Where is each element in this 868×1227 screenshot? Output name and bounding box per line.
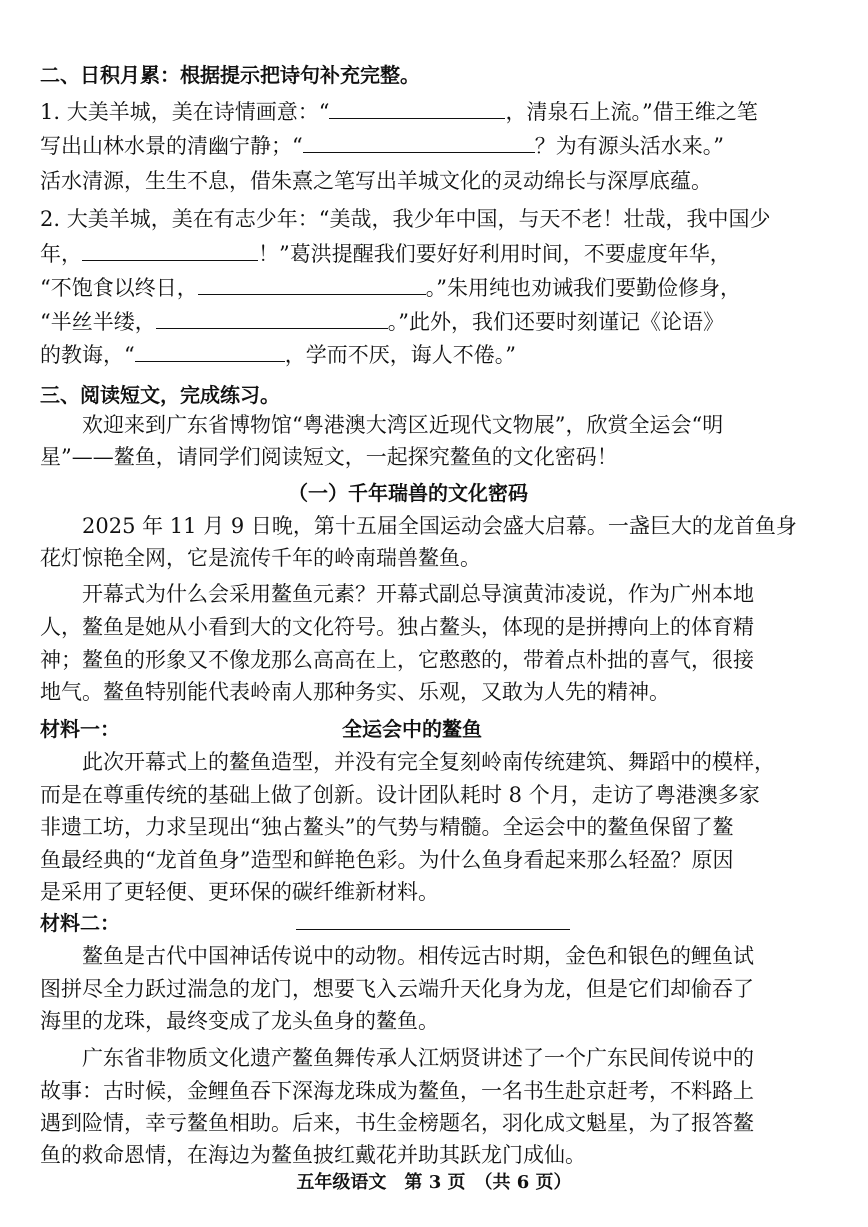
m1-line3: 非遗工坊，力求呈现出“独占鳌头”的气势与精髓。全运会中的鳌鱼保留了鳌 bbox=[40, 815, 734, 839]
p1-line2: 花灯惊艳全网，它是流传千年的岭南瑞兽鳌鱼。 bbox=[40, 546, 481, 570]
m1-line2: 而是在尊重传统的基础上做了创新。设计团队耗时 8 个月，走访了粤港澳多家 bbox=[40, 783, 760, 807]
m2-line7: 鱼的救命恩情，在海边为鳌鱼披红戴花并助其跃龙门成仙。 bbox=[40, 1143, 586, 1167]
q1-text: 写出山林水景的清幽宁静；“ bbox=[40, 134, 303, 158]
section2-heading: 二、日积月累：根据提示把诗句补充完整。 bbox=[40, 63, 420, 87]
q2-line1: 2. 大美羊城，美在有志少年：“美哉，我少年中国，与天不老！壮哉，我中国少 bbox=[40, 207, 771, 231]
p1-line1: 2025 年 11 月 9 日晚，第十五届全国运动会盛大启幕。一盏巨大的龙首鱼身 bbox=[82, 514, 797, 538]
q2-blank-1[interactable] bbox=[82, 240, 258, 261]
q1-blank-2[interactable] bbox=[303, 132, 535, 153]
m2-line6: 遇到险情，幸亏鳌鱼相助。后来，书生金榜题名，羽化成文魁星，为了报答鳌 bbox=[40, 1111, 754, 1135]
q2-text: 。”此外，我们还要时刻谨记《论语》 bbox=[387, 310, 724, 334]
section3-heading: 三、阅读短文，完成练习。 bbox=[40, 383, 280, 407]
q2-line2 bbox=[40, 239, 731, 269]
q1-line2 bbox=[40, 131, 724, 161]
q1-blank-1[interactable] bbox=[329, 98, 505, 119]
q1-text: 1. 大美羊城，美在诗情画意：“ bbox=[40, 100, 330, 124]
material2-label: 材料二： bbox=[40, 911, 120, 935]
m2-line2: 图拼尽全力跃过湍急的龙门，想要飞入云端升天化身为龙，但是它们却偷吞了 bbox=[40, 977, 754, 1001]
m1-line4: 鱼最经典的“龙首鱼身”造型和鲜艳色彩。为什么鱼身看起来那么轻盈？原因 bbox=[40, 848, 734, 872]
p2-line4: 地气。鳌鱼特别能代表岭南人那种务实、乐观，又敢为人先的精神。 bbox=[40, 680, 670, 704]
q2-text: “半丝半缕， bbox=[40, 310, 156, 334]
m1-line1: 此次开幕式上的鳌鱼造型，并没有完全复刻岭南传统建筑、舞蹈中的模样， bbox=[82, 750, 775, 774]
q2-text: “不饱食以终日， bbox=[40, 276, 198, 300]
material1-label: 材料一： bbox=[40, 717, 120, 741]
q1-text: ？为有源头活水来。” bbox=[534, 134, 724, 158]
q2-text: ，学而不厌，诲人不倦。” bbox=[284, 343, 516, 367]
p2-line3: 神；鳌鱼的形象又不像龙那么高高在上，它憨憨的，带着点朴拙的喜气，很接 bbox=[40, 648, 754, 672]
q1-line3: 活水清源，生生不息，借朱熹之笔写出羊城文化的灵动绵长与深厚底蕴。 bbox=[40, 169, 712, 193]
intro-line1: 欢迎来到广东省博物馆“粤港澳大湾区近现代文物展”，欣赏全运会“明 bbox=[82, 413, 724, 437]
intro-line2: 星”——鳌鱼，请同学们阅读短文，一起探究鳌鱼的文化密码！ bbox=[40, 445, 618, 469]
q2-text: 年， bbox=[40, 242, 82, 266]
m2-line5: 故事：古时候，金鲤鱼吞下深海龙珠成为鳌鱼，一名书生赴京赶考，不料路上 bbox=[40, 1079, 754, 1103]
q1-line1 bbox=[40, 97, 758, 127]
q2-text: ！”葛洪提醒我们要好好利用时间，不要虚度年华， bbox=[258, 242, 731, 266]
m2-line4: 广东省非物质文化遗产鳌鱼舞传承人江炳贤讲述了一个广东民间传说中的 bbox=[82, 1046, 754, 1070]
m1-line5: 是采用了更轻便、更环保的碳纤维新材料。 bbox=[40, 880, 439, 904]
q2-blank-2[interactable] bbox=[198, 274, 426, 295]
q2-blank-4[interactable] bbox=[135, 341, 285, 362]
part1-title: （一）千年瑞兽的文化密码 bbox=[288, 481, 528, 505]
material2-title-blank[interactable] bbox=[296, 929, 570, 930]
material1-title: 全运会中的鳌鱼 bbox=[342, 717, 482, 741]
p2-line1: 开幕式为什么会采用鳌鱼元素？开幕式副总导演黄沛凌说，作为广州本地 bbox=[82, 582, 754, 606]
q1-text: ，清泉石上流。”借王维之笔 bbox=[505, 100, 758, 124]
q2-line4 bbox=[40, 307, 724, 337]
page-footer: 五年级语文 第 3 页 （共 6 页） bbox=[296, 1172, 572, 1193]
q2-text: 的教诲，“ bbox=[40, 343, 135, 367]
m2-line1: 鳌鱼是古代中国神话传说中的动物。相传远古时期，金色和银色的鲤鱼试 bbox=[82, 944, 754, 968]
q2-blank-3[interactable] bbox=[156, 308, 388, 329]
q2-line3 bbox=[40, 273, 741, 303]
m2-line3: 海里的龙珠，最终变成了龙头鱼身的鳌鱼。 bbox=[40, 1009, 439, 1033]
q2-line5 bbox=[40, 340, 516, 370]
q2-text: 。”朱用纯也劝诫我们要勤俭修身， bbox=[425, 276, 741, 300]
p2-line2: 人，鳌鱼是她从小看到大的文化符号。独占鳌头，体现的是拼搏向上的体育精 bbox=[40, 615, 754, 639]
